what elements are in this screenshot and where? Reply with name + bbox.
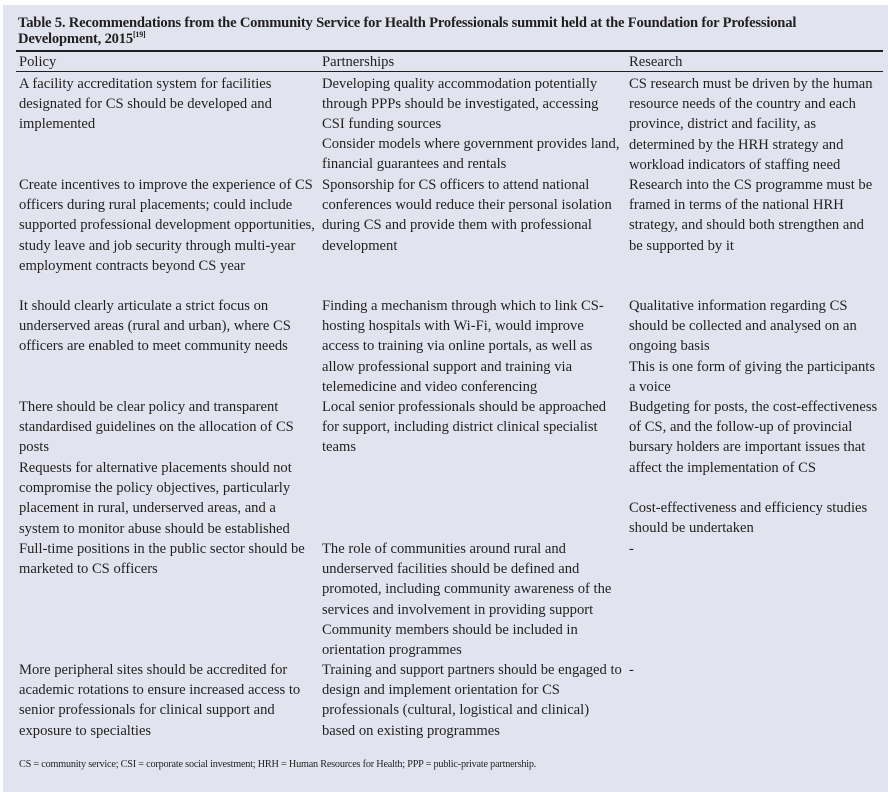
table-footnote: CS = community service; CSI = corporate social investment; HRH = Human Resources for Health; PPP = public-private partnership.: [19, 759, 537, 770]
policy-item: Create incentives to improve the experience of CS officers during rural placements; could include supported professional development opportunities, study leave and job security through multi-year employment contracts beyond CS year: [19, 177, 315, 274]
caption-text: Table 5. Recommendations from the Community Service for Health Professionals summit held at the Foundation for Professional Development, 2015: [18, 15, 797, 47]
partnership-item: Developing quality accommodation potentially through PPPs should be investigated, accessing CSI funding sources: [322, 76, 599, 133]
column-header-research: Research: [629, 54, 683, 70]
column-header-policy: Policy: [19, 54, 57, 70]
partnership-item: The role of communities around rural and underserved facilities should be defined and promoted, including community awareness of the services and involvement in providing support: [322, 541, 612, 618]
partnership-item: Consider models where government provides land, financial guarantees and rentals: [322, 136, 620, 173]
policy-item: More peripheral sites should be accredited for academic rotations to ensure increased access to senior professionals for clinical support and exposure to specialties: [19, 662, 301, 739]
header-divider: [16, 71, 883, 72]
research-item-empty: -: [629, 541, 634, 557]
table-panel: [3, 5, 888, 792]
column-header-partnerships: Partnerships: [322, 54, 395, 70]
citation-reference[interactable]: [19]: [132, 30, 146, 39]
research-item: This is one form of giving the participants a voice: [629, 359, 876, 396]
research-item-empty: -: [629, 662, 634, 678]
policy-item: Full-time positions in the public sector should be marketed to CS officers: [19, 541, 305, 578]
research-item: Cost-effectiveness and efficiency studies should be undertaken: [629, 500, 868, 537]
partnership-item: Sponsorship for CS officers to attend national conferences would reduce their personal isolation during CS and provide them with professional development: [322, 177, 612, 254]
research-item: CS research must be driven by the human resource needs of the country and each province, district and facility, as determined by the HRH strategy and workload indicators of staffing need: [629, 76, 873, 173]
policy-item: Requests for alternative placements should not compromise the policy objectives, particularly placement in rural, underserved areas, and a system to monitor abuse should be established: [19, 460, 292, 537]
policy-item: There should be clear policy and transparent standardised guidelines on the allocation of CS posts: [19, 399, 294, 456]
partnership-item: Local senior professionals should be approached for support, including district clinical specialist teams: [322, 399, 607, 456]
research-item: Research into the CS programme must be framed in terms of the national HRH strategy, and should both strengthen and be supported by it: [629, 177, 873, 254]
policy-item: A facility accreditation system for facilities designated for CS should be developed and implemented: [19, 76, 272, 133]
table-header-row: [3, 53, 888, 71]
research-item: Qualitative information regarding CS should be collected and analysed on an ongoing basis: [629, 298, 857, 355]
research-item: Budgeting for posts, the cost-effectiveness of CS, and the follow-up of provincial bursary holders are important issues that affect the implementation of CS: [629, 399, 878, 476]
partnership-item: Training and support partners should be engaged to design and implement orientation for CS professionals (cultural, logistical and clinical) based on existing programmes: [322, 662, 622, 739]
partnership-item: Finding a mechanism through which to link CS-hosting hospitals with Wi-Fi, would improve access to training via online portals, as well as allow professional support and training via telemedicine and video conferencing: [322, 298, 604, 395]
policy-item: It should clearly articulate a strict focus on underserved areas (rural and urban), where CS officers are enabled to meet community needs: [19, 298, 291, 355]
partnership-item: Community members should be included in orientation programmes: [322, 622, 578, 659]
table-caption: [18, 15, 868, 47]
caption-divider: [16, 50, 883, 52]
